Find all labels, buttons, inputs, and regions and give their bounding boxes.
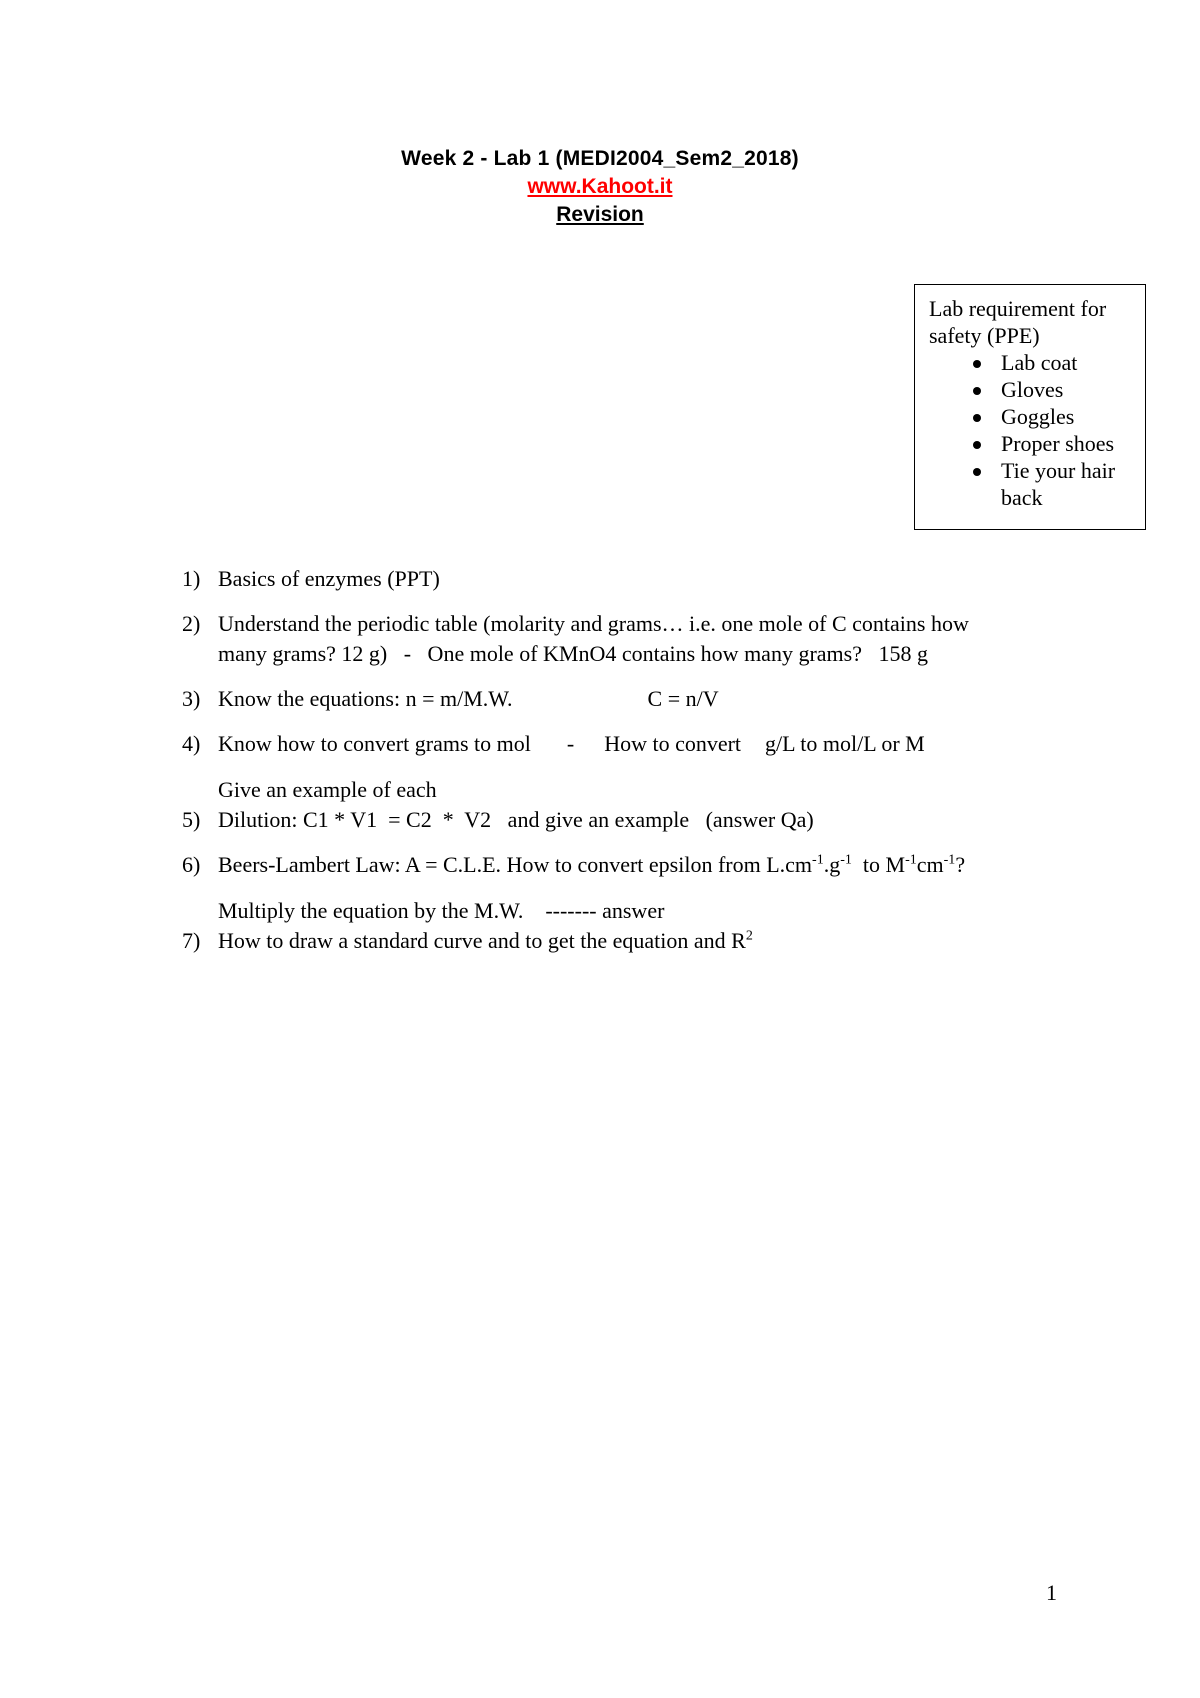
list-text-line1: Understand the periodic table (molarity and grams… i.e. one mole of C contains how [218,611,969,636]
ppe-heading-line2: safety (PPE) [929,323,1040,348]
list-item-4 [182,729,1082,759]
page-number: 1 [1046,1580,1057,1605]
equation-c: C = n/V [647,686,719,711]
ppe-item-proper-shoes [929,430,1133,457]
document-title: Week 2 - Lab 1 (MEDI2004_Sem2_2018) [401,147,799,170]
ppe-item-label: Lab coat [1001,350,1078,375]
ppe-heading-line1: Lab requirement for [929,296,1107,321]
ppe-item-lab-coat [929,349,1133,376]
list-number: 4) [182,731,201,756]
list-item-2 [182,609,1082,669]
list-text: Give an example of each [218,777,437,802]
list-text-part3: g/L to mol/L or M [765,731,925,756]
revision-heading: Revision [556,203,644,226]
list-text-part1: Know how to convert grams to mol [218,731,531,756]
list-number: 6) [182,852,201,877]
equation-n: Know the equations: n = m/M.W. [218,686,513,711]
list-text-part5: ? [955,852,966,877]
ppe-item-label-continued: back [1001,485,1043,510]
list-text-part4: cm [916,852,944,877]
list-text: Multiply the equation by the M.W. ------- answer [218,898,665,923]
list-item-4-followup [182,775,1082,805]
list-text-part1: Beers-Lambert Law: A = C.L.E. How to convert epsilon from L.cm [218,852,813,877]
ppe-item-label: Gloves [1001,377,1064,402]
list-text-part2: .g [823,852,841,877]
superscript: -1 [812,852,824,868]
list-text: How to draw a standard curve and to get the equation and R [218,928,746,953]
list-number: 2) [182,611,201,636]
list-number: 5) [182,807,201,832]
list-text-line2: many grams? 12 g) - One mole of KMnO4 contains how many grams? 158 g [218,641,928,666]
list-text: Basics of enzymes (PPT) [218,566,440,591]
ppe-item-label: Tie your hair [1001,458,1116,483]
list-item-5 [182,805,1082,835]
list-item-1 [182,564,1082,594]
superscript: -1 [943,852,956,868]
superscript: -1 [840,852,852,868]
ppe-item-tie-hair [929,457,1133,511]
list-item-3 [182,684,1082,714]
list-number: 3) [182,686,201,711]
ppe-item-gloves [929,376,1133,403]
kahoot-link[interactable]: www.Kahoot.it [527,175,673,198]
list-item-6 [182,850,1082,880]
ppe-item-label: Goggles [1001,404,1075,429]
ppe-box [914,284,1146,530]
list-number: 7) [182,928,201,953]
list-item-6-followup [182,896,1082,926]
ppe-item-label: Proper shoes [1001,431,1115,456]
list-item-7 [182,926,1082,956]
ppe-list [929,349,1133,511]
document-header [0,145,1200,229]
list-text-part3: to M [851,852,906,877]
superscript: 2 [745,928,753,944]
revision-list [182,564,1082,956]
list-dash: - [566,731,575,756]
list-text: Dilution: C1 * V1 = C2 * V2 and give an example (answer Qa) [218,807,814,832]
ppe-item-goggles [929,403,1133,430]
list-number: 1) [182,566,201,591]
list-text-part2: How to convert [604,731,742,756]
superscript: -1 [905,852,917,868]
